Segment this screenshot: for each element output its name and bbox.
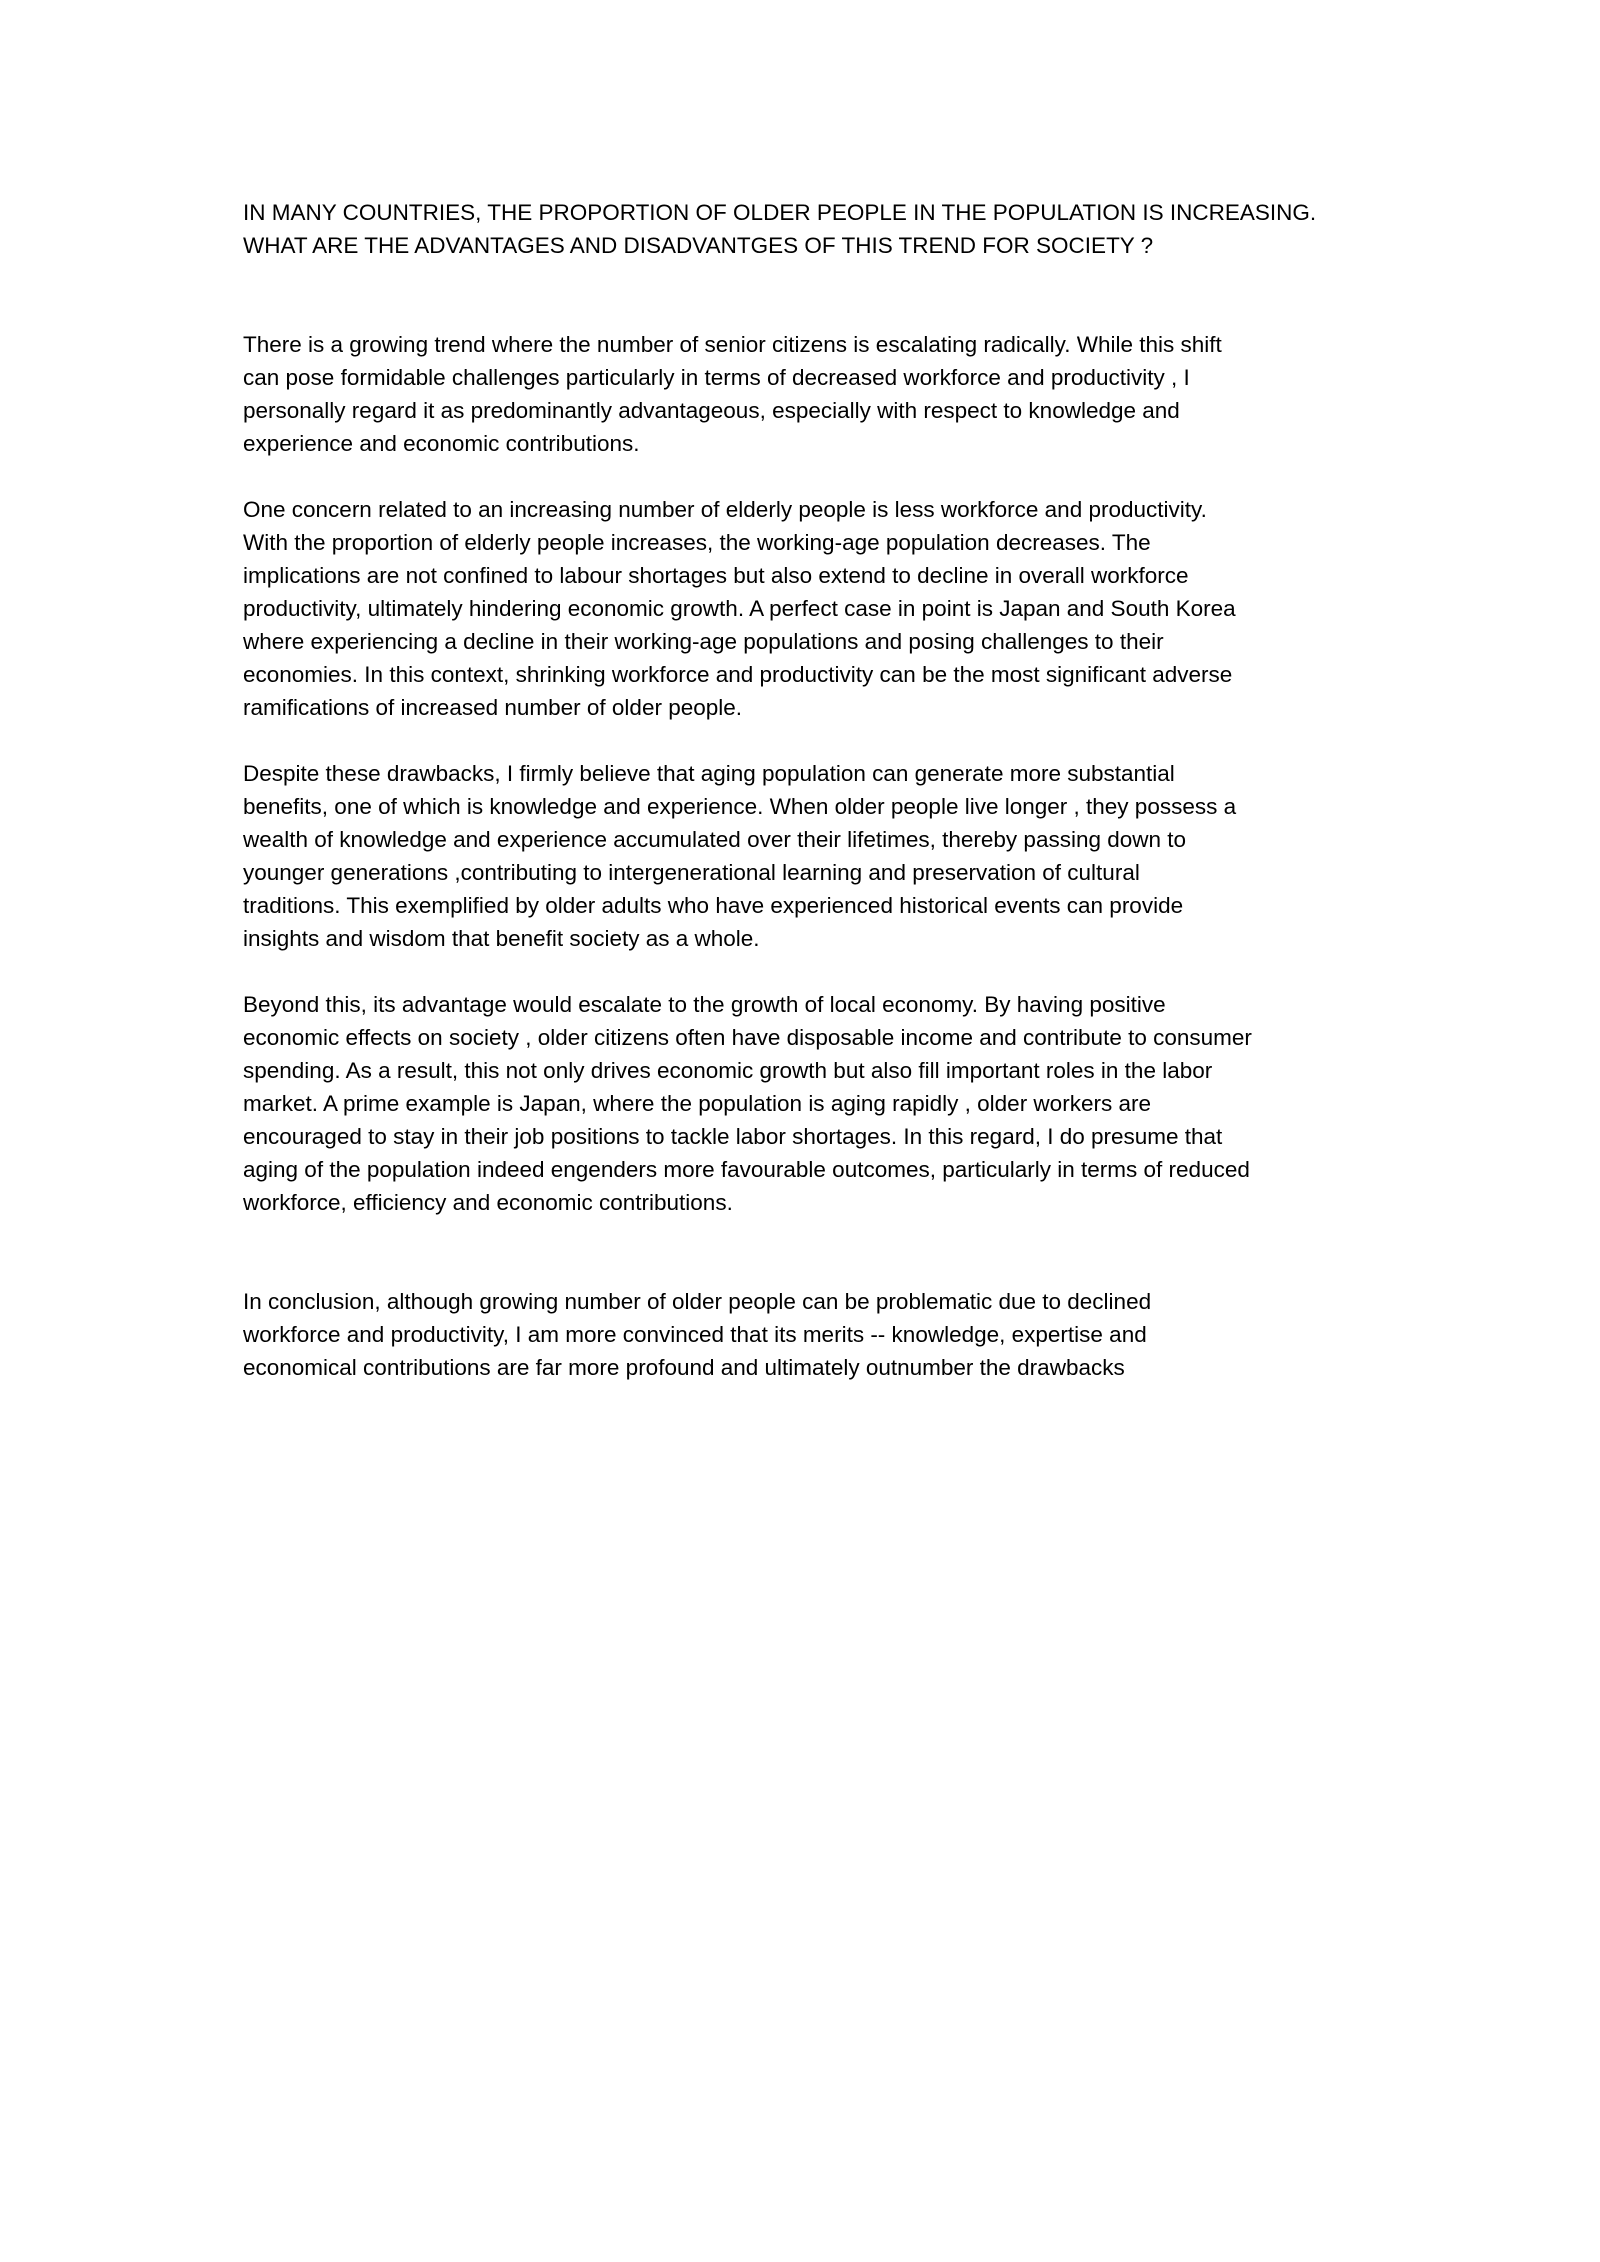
paragraph-disadvantage: One concern related to an increasing number of elderly people is less workforce and productivity. With the proportion of elderly people increases, the working-age population decreases. The implications are not confined to labour shortages but also extend to decline in overall workforce productivity, ultimately hindering economic growth. A perfect case in point is Japan and South Korea where experiencing a decline in their working-age populations and posing challenges to their economies. In this context, shrinking workforce and productivity can be the most significant adverse ramifications of increased number of older people. — [243, 497, 1236, 720]
paragraph-advantage-economy: Beyond this, its advantage would escalate to the growth of local economy. By having positive economic effects on society , older citizens often have disposable income and contribute to consumer spending. As a result, this not only drives economic growth but also fill important roles in the labor market. A prime example is Japan, where the population is aging rapidly , older workers are encouraged to stay in their job positions to tackle labor shortages. In this regard, I do presume that aging of the population indeed engenders more favourable outcomes, particularly in terms of reduced workforce, efficiency and economic contributions. — [243, 992, 1252, 1215]
essay-text — [243, 328, 1383, 1384]
document-body — [243, 196, 1383, 1417]
paragraph-advantage-knowledge: Despite these drawbacks, I firmly believe that aging population can generate more substantial benefits, one of which is knowledge and experience. When older people live longer , they possess a wealth of knowledge and experience accumulated over their lifetimes, thereby passing down to younger generations ,contributing to intergenerational learning and preservation of cultural traditions. This exemplified by older adults who have experienced historical events can provide insights and wisdom that benefit society as a whole. — [243, 761, 1237, 951]
paragraph-conclusion: In conclusion, although growing number of older people can be problematic due to declined workforce and productivity, I am more convinced that its merits -- knowledge, expertise and economical contributions are far more profound and ultimately outnumber the drawbacks — [243, 1289, 1152, 1380]
essay-prompt: IN MANY COUNTRIES, THE PROPORTION OF OLDER PEOPLE IN THE POPULATION IS INCREASING. WHAT ARE THE ADVANTAGES AND DISADVANTGES OF THIS TREND FOR SOCIETY ? — [243, 200, 1317, 258]
paragraph-introduction: There is a growing trend where the number of senior citizens is escalating radically. While this shift can pose formidable challenges particularly in terms of decreased workforce and productivity , I personally regard it as predominantly advantageous, especially with respect to knowledge and experience and economic contributions. — [243, 332, 1222, 456]
